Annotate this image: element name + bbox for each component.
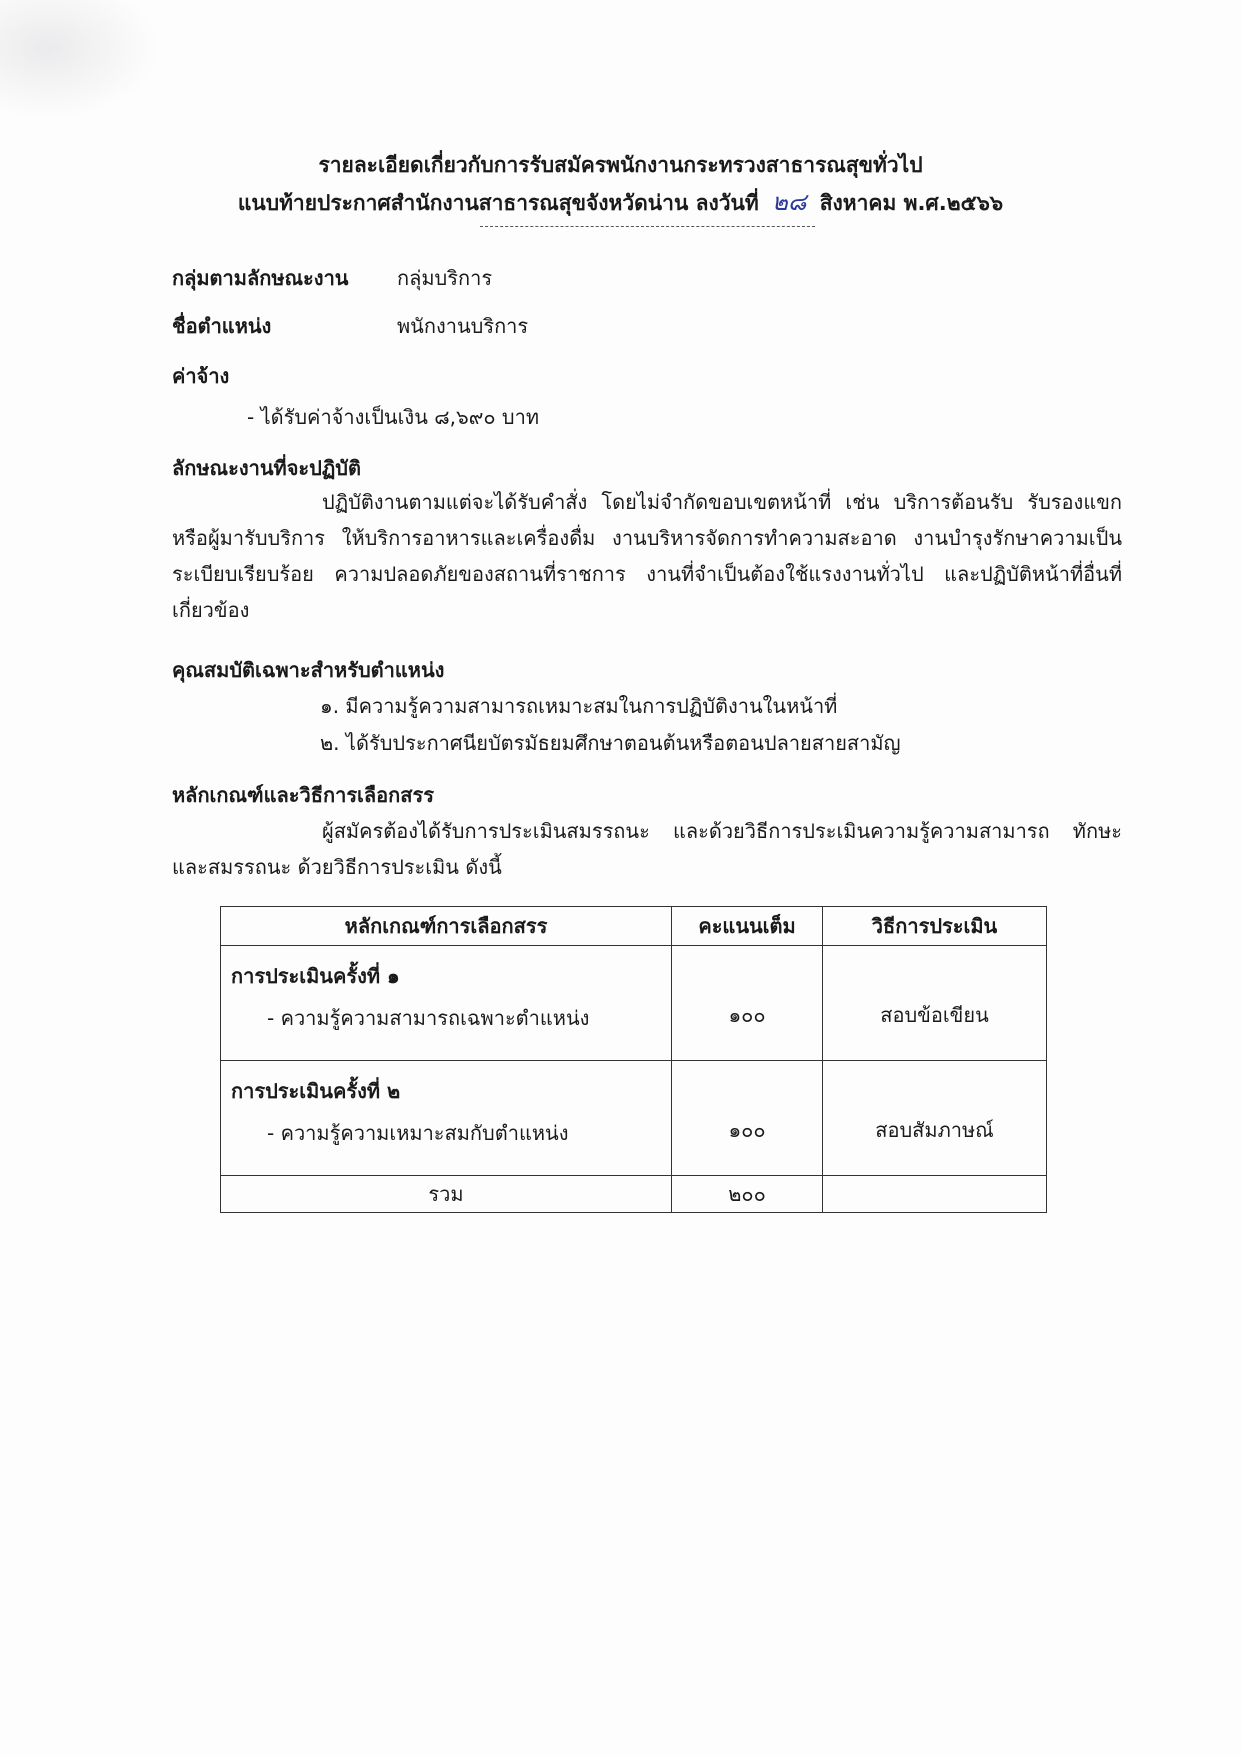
selection-heading: หลักเกณฑ์และวิธีการเลือกสรร [172,783,434,807]
method-cell: สอบสัมภาษณ์ [823,1061,1047,1176]
wage-heading: ค่าจ้าง [172,364,230,388]
qualification-item-1: ๑. มีความรู้ความสามารถเหมาะสมในการปฏิบัติงานในหน้าที่ [320,694,838,718]
duties-text: ปฏิบัติงานตามแต่จะได้รับคำสั่ง โดยไม่จำกัดขอบเขตหน้าที่ เช่น บริการต้อนรับ รับรองแขกหรือผู้มารับบริการ ให้บริการอาหารและเครื่องดื่ม งานบริหารจัดการทำความสะอาด งานบำรุงรักษาความเป็นระเบียบเรียบร้อย ความปลอดภัยของสถานที่ราชการ งานที่จำเป็นต้องใช้แรงงานทั่วไป และปฏิบัติหน้าที่อื่นที่เกี่ยวข้อง [172,490,1122,622]
criteria-table [220,906,1047,1213]
round-title: การประเมินครั้งที่ ๒ [231,1079,401,1103]
header-method: วิธีการประเมิน [823,907,1047,946]
table-row [221,1061,1047,1176]
position-value: พนักงานบริการ [397,314,529,338]
table-header-row [221,907,1047,946]
round-title: การประเมินครั้งที่ ๑ [231,964,400,988]
total-label: รวม [221,1176,672,1213]
subtitle-suffix: สิงหาคม พ.ศ.๒๕๖๖ [819,191,1004,215]
duties-heading: ลักษณะงานที่จะปฏิบัติ [172,456,361,480]
wage-detail: - ได้รับค่าจ้างเป็นเงิน ๘,๖๙๐ บาท [247,405,540,429]
title-divider [480,226,815,227]
table-row [221,946,1047,1061]
round-item: - ความรู้ความเหมาะสมกับตำแหน่ง [267,1121,569,1145]
method-cell: สอบข้อเขียน [823,946,1047,1061]
criteria-cell [221,1061,672,1176]
header-criteria: หลักเกณฑ์การเลือกสรร [221,907,672,946]
header-score: คะแนนเต็ม [672,907,823,946]
position-label: ชื่อตำแหน่ง [172,314,272,338]
subtitle-prefix: แนบท้ายประกาศสำนักงานสาธารณสุขจังหวัดน่าน ลงวันที่ [237,191,759,215]
criteria-cell [221,946,672,1061]
qualification-item-2: ๒. ได้รับประกาศนียบัตรมัธยมศึกษาตอนต้นหรือตอนปลายสายสามัญ [320,731,901,755]
round-item: - ความรู้ความสามารถเฉพาะตำแหน่ง [267,1006,590,1030]
total-method-empty [823,1176,1047,1213]
score-cell: ๑๐๐ [672,1061,823,1176]
selection-text: ผู้สมัครต้องได้รับการประเมินสมรรถนะ และด้วยวิธีการประเมินความรู้ความสามารถ ทักษะ และสมรรถนะ ด้วยวิธีการประเมิน ดังนี้ [172,819,1122,879]
group-label: กลุ่มตามลักษณะงาน [172,266,349,290]
qualifications-heading: คุณสมบัติเฉพาะสำหรับตำแหน่ง [172,658,445,682]
handwritten-day: ๒๘ [772,188,807,216]
total-score: ๒๐๐ [672,1176,823,1213]
scan-shadow [0,0,160,120]
table-total-row [221,1176,1047,1213]
document-subtitle [0,187,1241,218]
group-value: กลุ่มบริการ [397,266,493,290]
score-cell: ๑๐๐ [672,946,823,1061]
document-title: รายละเอียดเกี่ยวกับการรับสมัครพนักงานกระทรวงสาธารณสุขทั่วไป [318,153,923,177]
